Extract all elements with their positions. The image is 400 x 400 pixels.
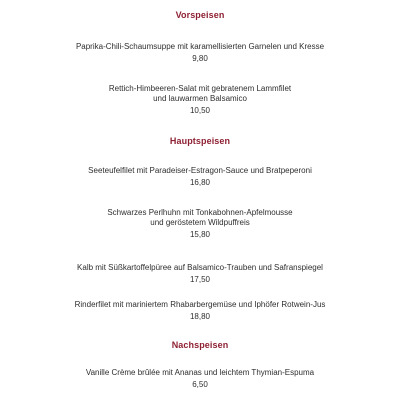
dish-perlhuhn <box>0 208 400 240</box>
dish-price: 18,80 <box>189 312 211 321</box>
dish-rinderfilet <box>0 300 400 322</box>
dish-name-line-1: Rettich-Himbeeren-Salat mit gebratenem Lammfilet <box>108 84 292 93</box>
dish-price: 6,50 <box>192 380 208 389</box>
section-heading-nachspeisen: Nachspeisen <box>171 340 229 350</box>
dish-name-line-2: und geröstetem Wildpuffreis <box>150 218 250 227</box>
section-heading-hauptspeisen: Hauptspeisen <box>169 136 231 146</box>
dish-seeteufelfilet <box>0 166 400 188</box>
dish-rettich-salat <box>0 84 400 116</box>
section-heading-vorspeisen: Vorspeisen <box>175 10 225 20</box>
dish-creme-brulee <box>0 368 400 390</box>
dish-price: 10,50 <box>189 106 211 115</box>
dish-name: Kalb mit Süßkartoffelpüree auf Balsamico-Trauben und Safranspiegel <box>77 263 323 272</box>
dish-paprika-suppe <box>0 42 400 64</box>
dish-name: Seeteufelfilet mit Paradeiser-Estragon-Sauce und Bratpeperoni <box>88 166 312 175</box>
dish-name: Vanille Crème brûlée mit Ananas und leichtem Thymian-Espuma <box>85 368 315 377</box>
dish-name-line-2: und lauwarmen Balsamico <box>153 94 247 103</box>
dish-name: Paprika-Chili-Schaumsuppe mit karamellisierten Garnelen und Kresse <box>75 42 325 51</box>
dish-price: 15,80 <box>189 230 211 239</box>
dish-price: 17,50 <box>189 275 211 284</box>
dish-name-line-1: Schwarzes Perlhuhn mit Tonkabohnen-Apfelmousse <box>107 208 293 217</box>
dish-name: Rinderfilet mit mariniertem Rhabarbergemüse und Iphöfer Rotwein-Jus <box>74 300 326 309</box>
dish-kalb <box>0 263 400 285</box>
dish-price: 9,80 <box>192 54 208 63</box>
dish-price: 16,80 <box>189 178 211 187</box>
